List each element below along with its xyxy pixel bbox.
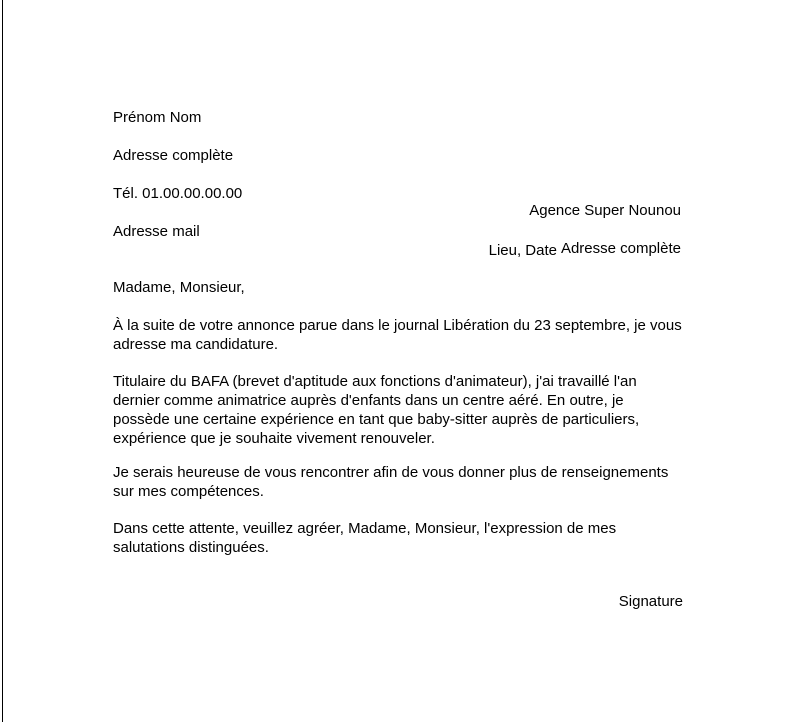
body-paragraph-1: À la suite de votre annonce parue dans le journal Libération du 23 septembre, je vous adresse ma candidature. [113,317,682,353]
signature-line: Signature [618,593,683,610]
sender-address: Adresse complète [113,147,234,164]
letter-body [113,0,683,722]
sender-email: Adresse mail [113,223,200,240]
place-and-date: Lieu, Date [488,242,557,259]
page-left-border [2,0,3,722]
sender-phone: Tél. 01.00.00.00.00 [113,185,243,202]
sender-name: Prénom Nom [113,109,202,126]
recipient-organization: Agence Super Nounou [529,202,681,219]
body-paragraph-4: Dans cette attente, veuillez agréer, Madame, Monsieur, l'expression de mes salutations distinguées. [113,520,617,556]
recipient-address-block [113,182,681,277]
salutation: Madame, Monsieur, [113,279,245,296]
recipient-address: Adresse complète [560,240,681,257]
body-paragraph-2: Titulaire du BAFA (brevet d'aptitude aux fonctions d'animateur), j'ai travaillé l'an dernier comme animatrice auprès d'enfants dans un centre aéré. En outre, je possède une certaine expérience en tant que baby-sitter auprès de particuliers, expérience que je souhaite vivement renouveler. [113,373,640,447]
body-paragraph-3: Je serais heureuse de vous rencontrer afin de vous donner plus de renseignements sur mes compétences. [113,464,669,500]
